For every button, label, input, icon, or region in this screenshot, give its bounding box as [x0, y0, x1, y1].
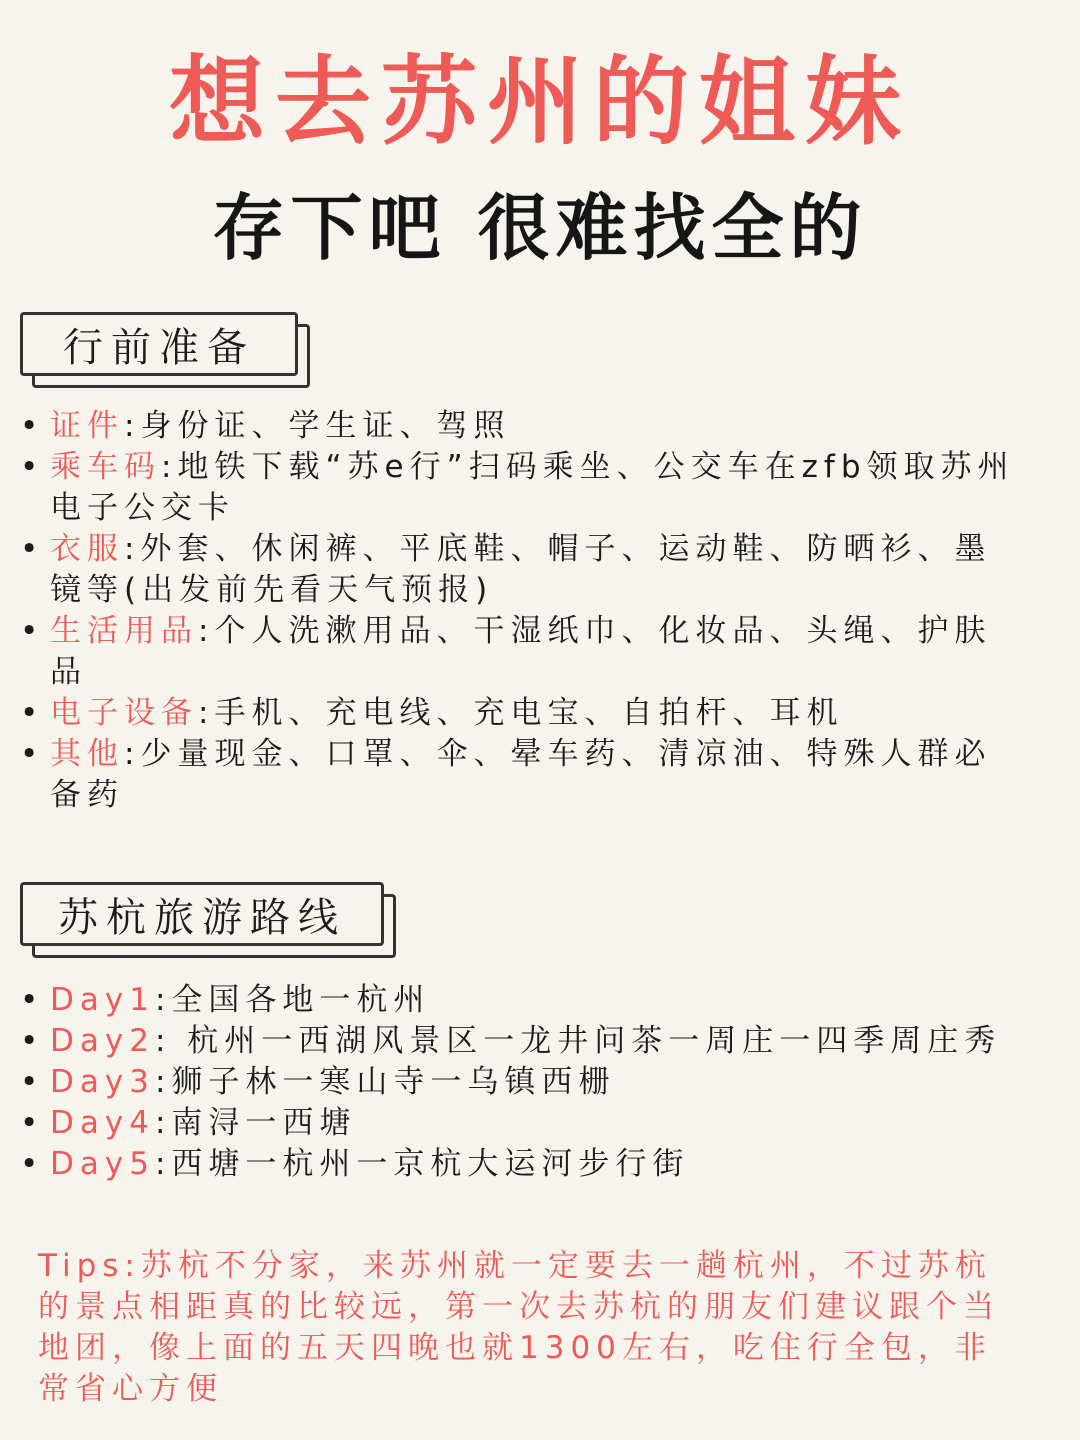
- section-heading-prep: 行前准备: [20, 312, 298, 376]
- list-item: [18, 611, 1028, 693]
- item-key: Day4: [50, 1105, 155, 1141]
- bullet-dot: •: [20, 982, 39, 1018]
- section-header-prep: [20, 312, 298, 376]
- list-item: [18, 406, 1028, 447]
- bullet-dot: •: [20, 613, 39, 649]
- item-text: :西塘一杭州一京杭大运河步行街: [154, 1146, 690, 1182]
- item-text: :少量现金、口罩、伞、晕车药、清凉油、特殊人群必备药: [50, 736, 992, 813]
- bullet-dot: •: [20, 695, 39, 731]
- item-text: :狮子林一寒山寺一乌镇西栅: [154, 1064, 616, 1100]
- bullet-dot: •: [20, 531, 39, 567]
- item-text: :全国各地一杭州: [154, 982, 431, 1018]
- bullet-dot: •: [20, 408, 39, 444]
- list-item: [18, 529, 1028, 611]
- item-text: :身份证、学生证、驾照: [124, 408, 511, 444]
- page-subtitle: 存下吧 很难找全的: [212, 186, 868, 270]
- item-key: 衣服: [50, 531, 124, 567]
- item-text: :外套、休闲裤、平底鞋、帽子、运动鞋、防晒衫、墨镜等(出发前先看天气预报): [50, 531, 992, 608]
- list-item: [18, 1103, 1028, 1144]
- list-item: [18, 1021, 1028, 1062]
- bullet-dot: •: [20, 736, 39, 772]
- bullet-dot: •: [20, 449, 39, 485]
- page-title: 想去苏州的姐妹: [169, 46, 911, 158]
- route-list: [18, 980, 1028, 1185]
- item-text: :个人洗漱用品、干湿纸巾、化妆品、头绳、护肤品: [50, 613, 992, 690]
- item-text: :南浔一西塘: [154, 1105, 357, 1141]
- tips-paragraph: Tips:苏杭不分家，来苏州就一定要去一趟杭州，不过苏杭的景点相距真的比较远，第一次去苏杭的朋友们建议跟个当地团，像上面的五天四晚也就1300左右，吃住行全包，非常省心方便: [38, 1248, 1000, 1407]
- prep-list: [18, 406, 1028, 816]
- item-key: Day1: [50, 982, 155, 1018]
- item-key: Day5: [50, 1146, 155, 1182]
- item-key: Day2: [50, 1023, 155, 1059]
- item-text: :地铁下载“苏e行”扫码乘坐、公交车在zfb领取苏州电子公交卡: [50, 449, 1015, 526]
- item-text: : 杭州一西湖风景区一龙井问茶一周庄一四季周庄秀: [154, 1023, 1002, 1059]
- list-item: [18, 1144, 1028, 1185]
- list-item: [18, 693, 1028, 734]
- item-key: 证件: [50, 408, 124, 444]
- list-item: [18, 447, 1028, 529]
- bullet-dot: •: [20, 1064, 39, 1100]
- item-key: Day3: [50, 1064, 155, 1100]
- list-item: [18, 734, 1028, 816]
- bullet-dot: •: [20, 1023, 39, 1059]
- list-item: [18, 980, 1028, 1021]
- item-key: 生活用品: [50, 613, 198, 649]
- item-key: 其他: [50, 736, 124, 772]
- bullet-dot: •: [20, 1146, 39, 1182]
- section-heading-route: 苏杭旅游路线: [20, 882, 384, 946]
- item-key: 乘车码: [50, 449, 161, 485]
- item-key: 电子设备: [50, 695, 198, 731]
- item-text: :手机、充电线、充电宝、自拍杆、耳机: [198, 695, 844, 731]
- section-header-route: [20, 882, 384, 946]
- bullet-dot: •: [20, 1105, 39, 1141]
- list-item: [18, 1062, 1028, 1103]
